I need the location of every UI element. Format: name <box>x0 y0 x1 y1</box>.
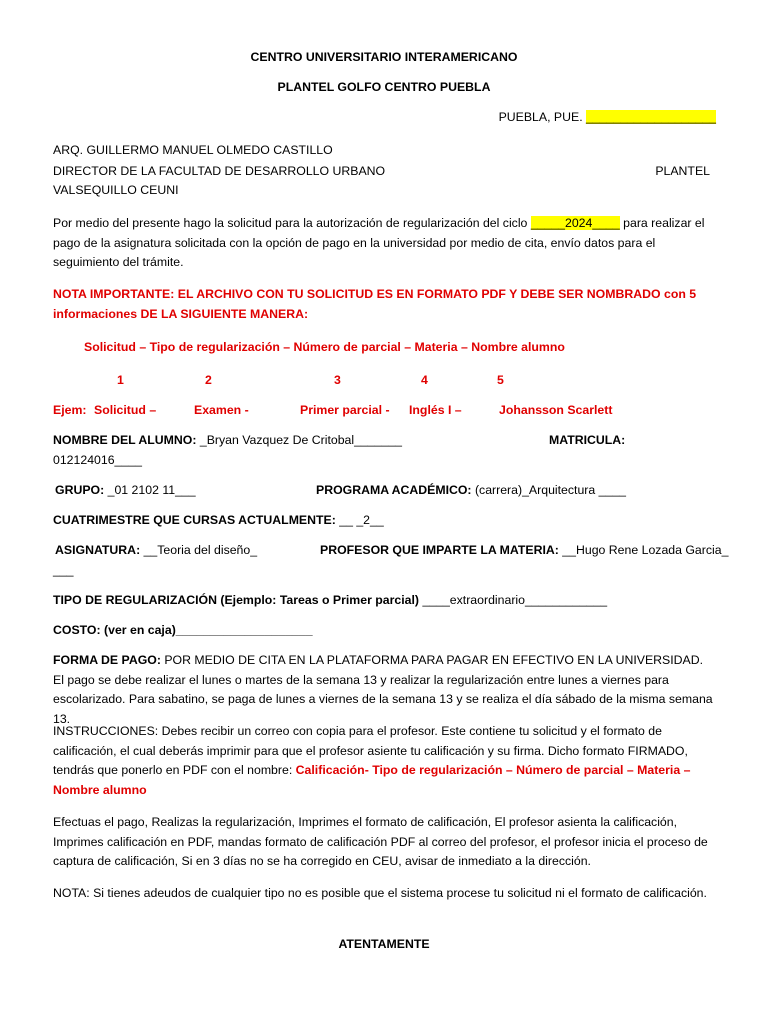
matricula-label: MATRICULA: <box>549 433 626 447</box>
subject-value: __Teoria del diseño_ <box>140 543 258 557</box>
cycle-field: _____2024____ <box>530 216 620 230</box>
recipient-name: ARQ. GUILLERMO MANUEL OLMEDO CASTILLO <box>53 143 333 157</box>
payment-text: POR MEDIO DE CITA EN LA PLATAFORMA PARA PAGAR EN EFECTIVO EN LA UNIVERSIDAD. El pago se debe realizar el lunes o martes de la semana 13 y realizar la regularización entre lunes a viernes para escolarizado. Para sabatino, se paga de lunes a viernes de la semana 13 y se realiza el día sábado de la misma semana 13. <box>53 653 713 726</box>
payment-paragraph <box>53 651 715 729</box>
student-name-value: _Bryan Vazquez De Critobal_______ <box>196 433 403 447</box>
student-name-label: NOMBRE DEL ALUMNO: <box>53 433 197 447</box>
term-row <box>53 511 384 530</box>
example-part-5: Johansson Scarlett <box>499 403 613 417</box>
format-number-1: 1 <box>117 373 124 387</box>
instructions-paragraph <box>53 722 715 800</box>
date-blank: ___________________ <box>586 110 716 124</box>
example-part-1: Solicitud – <box>94 403 157 417</box>
subject-row <box>55 541 257 560</box>
program-row <box>316 481 626 500</box>
term-label: CUATRIMESTRE QUE CURSAS ACTUALMENTE: <box>53 513 336 527</box>
grade-file-name-format: Calificación- Tipo de regularización – Número de parcial – Materia – Nombre alumno <box>53 763 691 797</box>
format-number-4: 4 <box>421 373 428 387</box>
plantel-label: PLANTEL <box>655 164 710 178</box>
group-row <box>55 481 196 500</box>
professor-label: PROFESOR QUE IMPARTE LA MATERIA: <box>320 543 559 557</box>
format-number-5: 5 <box>497 373 504 387</box>
group-label: GRUPO: <box>55 483 105 497</box>
example-part-2: Examen - <box>194 403 249 417</box>
plantel-name: VALSEQUILLO CEUNI <box>53 183 179 197</box>
example-part-3: Primer parcial - <box>300 403 390 417</box>
payment-label: FORMA DE PAGO: <box>53 653 161 667</box>
format-number-2: 2 <box>205 373 212 387</box>
steps-paragraph: Efectuas el pago, Realizas la regularización, Imprimes el formato de calificación, El profesor asienta la calificación, Imprimes calificación en PDF, mandas formato de calificación PDF al correo del profesor, el profesor inicia el proceso de captura de calificación, Si en 3 días no se ha corregido en CEU, avisar de inmediato a la dirección. <box>53 815 708 868</box>
final-note: NOTA: Si tienes adeudos de cualquier tipo no es posible que el sistema procese tu solicitud ni el formato de calificación. <box>53 886 707 900</box>
recipient-position: DIRECTOR DE LA FACULTAD DE DESARROLLO URBANO <box>53 164 386 178</box>
intro-paragraph <box>53 214 715 273</box>
important-note: NOTA IMPORTANTE: EL ARCHIVO CON TU SOLICITUD ES EN FORMATO PDF Y DEBE SER NOMBRADO con 5 informaciones DE LA SIGUIENTE MANERA: <box>53 287 697 321</box>
regularization-type-label: TIPO DE REGULARIZACIÓN (Ejemplo: Tareas o Primer parcial) <box>53 593 420 607</box>
example-label: Ejem: <box>53 403 87 417</box>
regularization-type-value: ____extraordinario____________ <box>419 593 608 607</box>
professor-value: __Hugo Rene Lozada Garcia_ <box>558 543 729 557</box>
file-name-format: Solicitud – Tipo de regularización – Número de parcial – Materia – Nombre alumno <box>84 340 565 354</box>
place-label: PUEBLA, PUE. <box>498 110 587 124</box>
cost-row: COSTO: (ver en caja)____________________ <box>53 623 313 637</box>
example-part-4: Inglés I – <box>409 403 462 417</box>
professor-trail: ___ <box>53 563 74 577</box>
place-date-line <box>499 108 716 127</box>
closing: ATENTAMENTE <box>338 937 430 951</box>
instructions-text: INSTRUCCIONES: Debes recibir un correo con copia para el profesor. Este contiene tu solicitud y el formato de calificación, el cual deberás imprimir para que el profesor asiente tu calificación y su firma. Dicho formato FIRMADO, tendrás que ponerlo en PDF con el nombre: <box>53 724 688 777</box>
intro-text-1: Por medio del presente hago la solicitud para la autorización de regularización del ciclo <box>53 216 531 230</box>
matricula-value: 012124016____ <box>53 453 142 467</box>
campus-title: PLANTEL GOLFO CENTRO PUEBLA <box>277 80 491 94</box>
program-label: PROGRAMA ACADÉMICO: <box>316 483 472 497</box>
institution-title: CENTRO UNIVERSITARIO INTERAMERICANO <box>250 50 518 64</box>
regularization-type-row <box>53 591 607 610</box>
subject-label: ASIGNATURA: <box>55 543 141 557</box>
intro-text-2: para realizar el pago de la asignatura solicitada con la opción de pago en la universidad por medio de cita, envío datos para el seguimiento del trámite. <box>53 216 705 269</box>
format-number-3: 3 <box>334 373 341 387</box>
program-value: (carrera)_Arquitectura ____ <box>471 483 626 497</box>
term-value: __ _2__ <box>335 513 384 527</box>
professor-row <box>320 541 728 560</box>
student-name-row <box>53 431 402 450</box>
group-value: _01 2102 11___ <box>104 483 196 497</box>
